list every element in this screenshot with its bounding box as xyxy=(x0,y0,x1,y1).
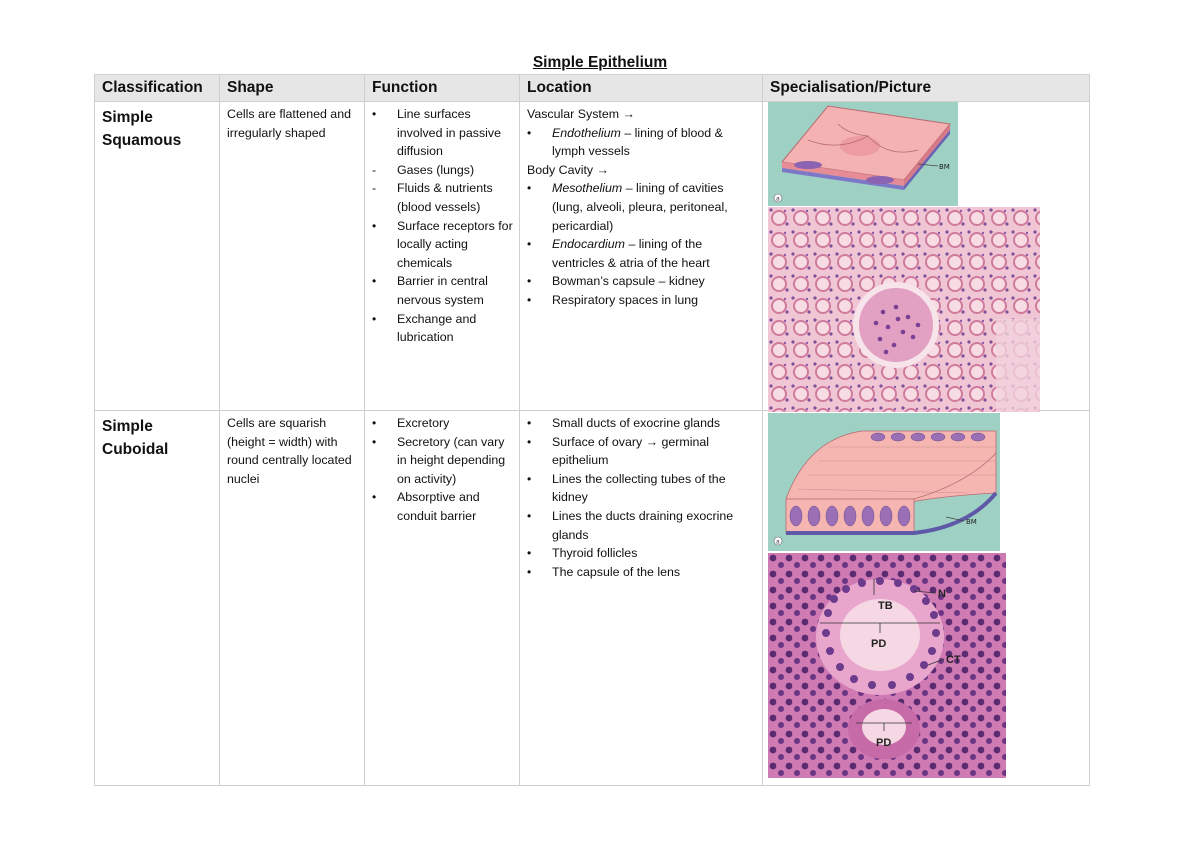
duct-histology-image xyxy=(768,553,1006,778)
header-classification: Classification xyxy=(95,75,220,102)
term: Mesothelium xyxy=(552,181,623,196)
location-cell xyxy=(520,102,763,411)
classification-cell xyxy=(95,102,220,411)
membrane-label: BM xyxy=(966,518,977,526)
location-cell xyxy=(520,411,763,786)
list-item: • Lines the collecting tubes of the kidney xyxy=(527,470,756,507)
shape-text: Cells are flattened and irregularly shaped xyxy=(227,107,351,140)
epithelium-table xyxy=(94,74,1090,786)
picture-cell xyxy=(763,411,1090,786)
table-row xyxy=(95,102,1090,411)
function-cell xyxy=(365,102,520,411)
ct-label: CT xyxy=(946,654,961,666)
panel-label: a xyxy=(776,195,780,203)
classification-line: Squamous xyxy=(102,132,182,149)
list-item xyxy=(527,235,756,272)
membrane-label: BM xyxy=(939,163,950,171)
list-item: • Excretory xyxy=(372,414,513,433)
list-item: • Lines the ducts draining exocrine glands xyxy=(527,507,756,544)
pd-label: PD xyxy=(871,638,887,650)
list-item: • Barrier in central nervous system xyxy=(372,272,513,309)
list-item: • Surface of ovary → germinal epithelium xyxy=(527,433,756,470)
list-item: • Bowman’s capsule – kidney xyxy=(527,272,756,291)
table-row xyxy=(95,411,1090,786)
list-item xyxy=(527,124,756,161)
shape-cell xyxy=(220,102,365,411)
kidney-histology-image xyxy=(768,207,1040,412)
list-item: • Secretory (can vary in height depending on activity) xyxy=(372,433,513,489)
function-cell xyxy=(365,411,520,786)
location-heading: Vascular System → xyxy=(527,107,635,121)
cuboidal-diagram xyxy=(768,413,1000,551)
list-item: • Absorptive and conduit barrier xyxy=(372,488,513,525)
list-item: • Exchange and lubrication xyxy=(372,310,513,347)
classification-line: Cuboidal xyxy=(102,441,169,458)
list-item: - Gases (lungs) xyxy=(372,161,513,180)
location-heading: Body Cavity → xyxy=(527,162,609,177)
page-title: Simple Epithelium xyxy=(532,54,668,71)
term: Endocardium xyxy=(552,237,626,252)
list-item: • Small ducts of exocrine glands xyxy=(527,414,756,433)
squamous-diagram xyxy=(768,102,958,206)
term: Endothelium xyxy=(552,125,621,140)
tb-label: TB xyxy=(878,600,893,612)
term-desc: – lining of the ventricles & atria of the heart xyxy=(552,237,710,270)
classification-cell xyxy=(95,411,220,786)
term-desc: – lining of blood & lymph vessels xyxy=(552,125,723,159)
list-item: • Respiratory spaces in lung xyxy=(527,291,756,310)
n-label: N xyxy=(938,588,946,600)
list-item: • Line surfaces involved in passive diffusion xyxy=(372,105,513,161)
list-item: • Thyroid follicles xyxy=(527,544,756,563)
header-location: Location xyxy=(520,75,763,102)
classification-line: Simple xyxy=(102,418,153,435)
header-row xyxy=(95,75,1090,102)
header-shape: Shape xyxy=(220,75,365,102)
header-function: Function xyxy=(365,75,520,102)
shape-text: Cells are squarish (height = width) with round centrally located nuclei xyxy=(227,416,352,486)
list-item: - Fluids & nutrients (blood vessels) xyxy=(372,179,513,216)
list-item: • The capsule of the lens xyxy=(527,563,756,582)
list-item xyxy=(527,179,756,235)
shape-cell xyxy=(220,411,365,786)
list-item: • Surface receptors for locally acting chemicals xyxy=(372,217,513,273)
picture-cell xyxy=(763,102,1090,411)
header-picture: Specialisation/Picture xyxy=(763,75,1090,102)
term-desc: – lining of cavities (lung, alveoli, pleura, peritoneal, pericardial) xyxy=(552,181,728,233)
panel-label: a xyxy=(776,538,780,546)
pd-label: PD xyxy=(876,737,892,749)
classification-line: Simple xyxy=(102,109,153,126)
